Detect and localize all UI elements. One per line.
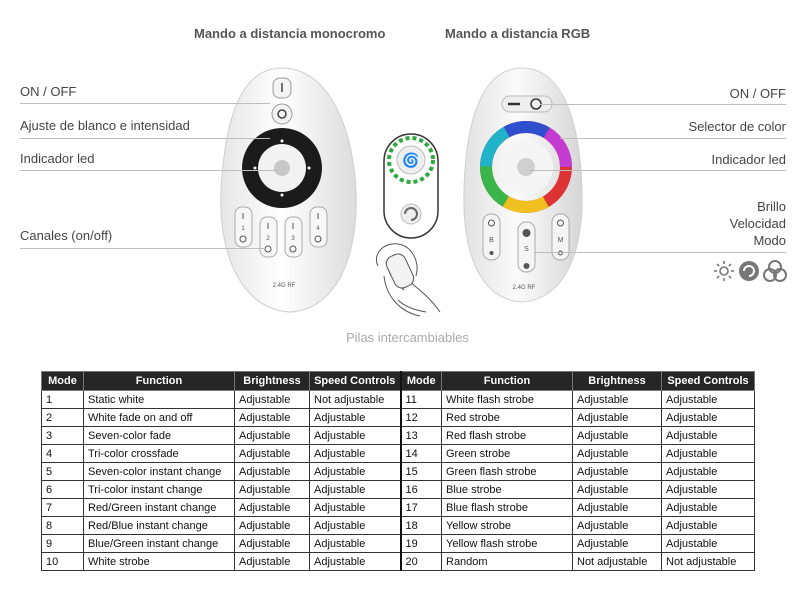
cell-mode: 3 — [42, 427, 84, 445]
cell-mode: 14 — [401, 445, 442, 463]
cell-mode: 10 — [42, 553, 84, 571]
cell-mode: 9 — [42, 535, 84, 553]
header-mode: Mode — [401, 372, 442, 391]
label-white-adjust: Ajuste de blanco e intensidad — [20, 118, 190, 133]
cell-mode: 8 — [42, 517, 84, 535]
swirl-glyph-large: 🌀 — [402, 152, 420, 168]
cell-function: Blue/Green instant change — [84, 535, 235, 553]
label-led-rgb: Indicador led — [711, 152, 786, 167]
leader-white-adjust — [20, 138, 270, 139]
cell-mode: 17 — [401, 499, 442, 517]
header-function: Function — [442, 372, 573, 391]
cell-brightness: Adjustable — [573, 535, 662, 553]
header-speed: Speed Controls — [310, 372, 401, 391]
cell-brightness: Adjustable — [235, 553, 310, 571]
table-row — [42, 427, 755, 445]
label-channels: Canales (on/off) — [20, 228, 113, 243]
cell-brightness: Adjustable — [235, 409, 310, 427]
cell-function: Green strobe — [442, 445, 573, 463]
cell-speed: Adjustable — [310, 481, 401, 499]
rgb-s-key: S — [524, 246, 529, 253]
cell-mode: 6 — [42, 481, 84, 499]
cell-speed: Adjustable — [662, 427, 755, 445]
label-led-mono: Indicador led — [20, 151, 95, 166]
cell-brightness: Adjustable — [573, 391, 662, 409]
cell-speed: Adjustable — [662, 535, 755, 553]
cell-function: Green flash strobe — [442, 463, 573, 481]
cell-brightness: Adjustable — [573, 499, 662, 517]
mono-led — [274, 160, 290, 176]
table-row — [42, 391, 755, 409]
cell-brightness: Adjustable — [235, 445, 310, 463]
table-row — [42, 481, 755, 499]
cell-speed: Adjustable — [310, 445, 401, 463]
cell-speed: Adjustable — [310, 463, 401, 481]
cell-function: Tri-color instant change — [84, 481, 235, 499]
table-row — [42, 499, 755, 517]
cell-mode: 15 — [401, 463, 442, 481]
cell-function: Blue flash strobe — [442, 499, 573, 517]
cell-speed: Not adjustable — [662, 553, 755, 571]
channel-number-1: 1 — [241, 226, 245, 232]
cell-brightness: Adjustable — [573, 445, 662, 463]
cell-mode: 7 — [42, 499, 84, 517]
cell-mode: 12 — [401, 409, 442, 427]
table-row — [42, 553, 755, 571]
rgb-led — [517, 158, 535, 176]
cell-mode: 18 — [401, 517, 442, 535]
rgb-m-key: M — [557, 237, 564, 244]
battery-caption: Pilas intercambiables — [346, 330, 469, 345]
cell-speed: Not adjustable — [310, 391, 401, 409]
cell-mode: 5 — [42, 463, 84, 481]
cell-brightness: Adjustable — [235, 499, 310, 517]
cell-brightness: Adjustable — [235, 463, 310, 481]
cell-speed: Adjustable — [662, 481, 755, 499]
table-row — [42, 463, 755, 481]
cell-brightness: Adjustable — [235, 481, 310, 499]
cell-speed: Adjustable — [662, 517, 755, 535]
cell-function: Random — [442, 553, 573, 571]
cell-speed: Adjustable — [662, 391, 755, 409]
cell-function: Red/Green instant change — [84, 499, 235, 517]
leader-on-off-rgb — [540, 104, 786, 105]
cell-mode: 19 — [401, 535, 442, 553]
cell-mode: 1 — [42, 391, 84, 409]
cell-mode: 11 — [401, 391, 442, 409]
label-on-off-rgb: ON / OFF — [729, 86, 786, 101]
cell-function: Red/Blue instant change — [84, 517, 235, 535]
cell-brightness: Adjustable — [573, 481, 662, 499]
header-mode: Mode — [42, 372, 84, 391]
leader-on-off-mono — [20, 103, 270, 104]
cell-speed: Adjustable — [662, 445, 755, 463]
cell-speed: Adjustable — [310, 553, 401, 571]
label-brightness: Brillo — [757, 199, 786, 214]
cell-function: Red flash strobe — [442, 427, 573, 445]
cell-function: Seven-color fade — [84, 427, 235, 445]
label-mode: Modo — [753, 233, 786, 248]
cell-brightness: Adjustable — [235, 391, 310, 409]
cell-speed: Adjustable — [310, 427, 401, 445]
cell-function: Yellow flash strobe — [442, 535, 573, 553]
mono-off-key — [272, 104, 292, 124]
leader-led-rgb — [530, 170, 786, 171]
label-speed: Velocidad — [729, 216, 786, 231]
cell-mode: 2 — [42, 409, 84, 427]
cell-speed: Adjustable — [662, 463, 755, 481]
mode-table — [41, 371, 755, 571]
mono-remote-title: Mando a distancia monocromo — [194, 26, 386, 41]
cell-brightness: Adjustable — [573, 427, 662, 445]
label-on-off-mono: ON / OFF — [20, 84, 77, 99]
cell-brightness: Adjustable — [573, 517, 662, 535]
leader-channels — [20, 248, 265, 249]
label-color-selector: Selector de color — [688, 119, 786, 134]
cell-speed: Adjustable — [310, 409, 401, 427]
cell-function: Static white — [84, 391, 235, 409]
header-function: Function — [84, 372, 235, 391]
cell-brightness: Adjustable — [235, 427, 310, 445]
cell-brightness: Not adjustable — [573, 553, 662, 571]
swirl-icon — [739, 261, 759, 281]
leader-color-selector — [560, 138, 786, 139]
channel-number-2: 2 — [266, 236, 270, 242]
rgb-rf-mark: 2.4G RF — [512, 285, 536, 291]
circles-icon — [764, 261, 786, 281]
leader-led-mono — [20, 170, 278, 171]
header-brightness: Brightness — [235, 372, 310, 391]
channel-number-4: 4 — [316, 226, 320, 232]
mono-remote — [221, 68, 356, 312]
header-brightness: Brightness — [573, 372, 662, 391]
cell-speed: Adjustable — [310, 517, 401, 535]
rgb-b-key: B — [489, 237, 494, 244]
cell-function: Seven-color instant change — [84, 463, 235, 481]
cell-brightness: Adjustable — [573, 463, 662, 481]
cell-mode: 16 — [401, 481, 442, 499]
rgb-remote-title: Mando a distancia RGB — [445, 26, 591, 41]
cell-function: White strobe — [84, 553, 235, 571]
table-header-row — [42, 372, 755, 391]
cell-speed: Adjustable — [662, 499, 755, 517]
table-row — [42, 535, 755, 553]
header-speed: Speed Controls — [662, 372, 755, 391]
battery-cover-illustration — [384, 134, 438, 238]
leader-keys-rgb — [534, 252, 786, 253]
cell-function: White fade on and off — [84, 409, 235, 427]
cell-brightness: Adjustable — [573, 409, 662, 427]
cell-function: Tri-color crossfade — [84, 445, 235, 463]
hand-sketch-illustration — [376, 244, 440, 316]
mono-rf-mark: 2.4G RF — [272, 283, 296, 289]
table-row — [42, 409, 755, 427]
cell-speed: Adjustable — [310, 499, 401, 517]
table-row — [42, 445, 755, 463]
cell-function: Yellow strobe — [442, 517, 573, 535]
cell-mode: 13 — [401, 427, 442, 445]
cell-mode: 4 — [42, 445, 84, 463]
cell-mode: 20 — [401, 553, 442, 571]
sun-icon — [714, 261, 734, 281]
cell-function: White flash strobe — [442, 391, 573, 409]
cell-speed: Adjustable — [662, 409, 755, 427]
channel-number-3: 3 — [291, 236, 295, 242]
cell-function: Blue strobe — [442, 481, 573, 499]
table-row — [42, 517, 755, 535]
cell-speed: Adjustable — [310, 535, 401, 553]
cell-function: Red strobe — [442, 409, 573, 427]
cell-brightness: Adjustable — [235, 535, 310, 553]
cell-brightness: Adjustable — [235, 517, 310, 535]
